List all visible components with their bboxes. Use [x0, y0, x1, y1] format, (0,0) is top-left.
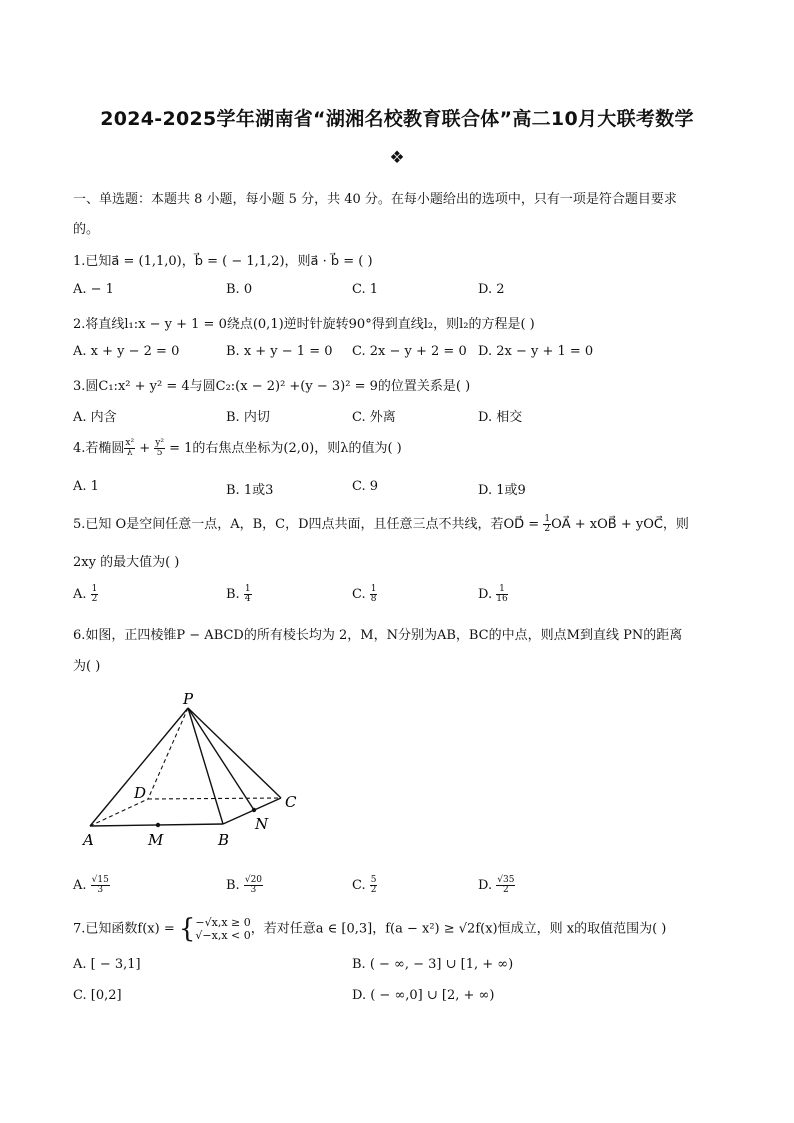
q5-b-frac	[244, 585, 252, 604]
q5-a-frac	[91, 585, 99, 604]
q7-case-1: −√x,x ≥ 0	[195, 916, 251, 929]
q4-option-b: B. 1或3	[226, 483, 274, 498]
q7-option-d: D. ( − ∞,0] ∪ [2, + ∞)	[352, 988, 495, 1003]
q5-b-num: 1	[244, 584, 251, 594]
question-5-stem-cont: 2xy 的最大值为( )	[73, 555, 180, 570]
q4-stem-start: 4.若椭圆	[73, 441, 125, 456]
q6-c-num: 5	[370, 875, 377, 885]
q6-b-label: B.	[226, 878, 244, 893]
point-M	[156, 823, 160, 827]
q4-fraction-y	[154, 439, 165, 458]
q7-option-a: A. [ − 3,1]	[73, 957, 141, 972]
q6-d-num: √35	[497, 875, 515, 885]
q5-a-num: 1	[91, 584, 98, 594]
q1-option-a: A. − 1	[73, 282, 114, 297]
q1-option-d: D. 2	[478, 282, 505, 297]
q4-frac2-num: y²	[155, 438, 164, 448]
q6-d-den: 2	[502, 885, 509, 895]
q5-option-a	[73, 585, 98, 604]
pyramid-figure	[78, 688, 308, 858]
q6-b-den: 3	[250, 885, 257, 895]
edge-PA	[90, 708, 188, 826]
q5-c-label: C.	[352, 587, 370, 602]
label-N: N	[255, 815, 269, 833]
q4-frac2-den: 5	[156, 448, 163, 458]
q2-option-c: C. 2x − y + 2 = 0	[352, 344, 467, 359]
q3-option-d: D. 相交	[478, 410, 523, 425]
q5-frac-num: 1	[544, 514, 551, 524]
q2-option-d: D. 2x − y + 1 = 0	[478, 344, 594, 359]
q1-option-b: B. 0	[226, 282, 253, 297]
q4-stem-end: = 1的右焦点坐标为(2,0)，则λ的值为( )	[164, 441, 402, 456]
q3-option-c: C. 外离	[352, 410, 396, 425]
q3-option-a: A. 内含	[73, 410, 117, 425]
q7-brace: {	[178, 914, 196, 944]
section-heading-cont: 的。	[73, 222, 100, 237]
q5-d-num: 1	[496, 585, 507, 595]
point-N	[252, 808, 256, 812]
q5-d-label: D.	[478, 587, 497, 602]
question-6-stem-cont: 为( )	[73, 659, 101, 674]
q7-stem-start: 7.已知函数f(x) =	[73, 921, 179, 937]
label-M: M	[148, 831, 164, 849]
edge-AD-hidden	[90, 799, 148, 826]
q5-a-label: A.	[73, 587, 91, 602]
question-4-stem	[73, 437, 402, 458]
q6-a-den: 3	[97, 885, 104, 895]
q5-c-frac	[370, 585, 378, 604]
q4-plus: +	[135, 441, 155, 456]
q5-c-num: 1	[370, 584, 377, 594]
label-C: C	[285, 793, 297, 811]
q6-option-b	[226, 876, 263, 895]
q6-option-d	[478, 876, 515, 895]
q5-fraction	[543, 515, 551, 534]
q4-frac1-num: x²	[125, 438, 135, 448]
q5-option-c	[352, 585, 377, 604]
edge-PD-hidden	[148, 708, 188, 799]
page-title: 2024-2025学年湖南省“湖湘名校教育联合体”高二10月大联考数学	[100, 108, 694, 130]
q6-d-label: D.	[478, 878, 497, 893]
q7-option-c: C. [0,2]	[73, 988, 122, 1003]
q7-stem-end: ，若对任意a ∈ [0,3]，f(a − x²) ≥ √2f(x)恒成立，则 x的取值范围为( )	[250, 921, 667, 937]
question-7-stem	[73, 916, 666, 942]
label-D: D	[134, 784, 147, 802]
q4-option-c: C. 9	[352, 479, 379, 494]
q5-a-den: 2	[91, 594, 98, 604]
section-heading: 一、单选题：本题共 8 小题，每小题 5 分，共 40 分。在每小题给出的选项中，只有一项是符合题目要求	[73, 192, 677, 207]
q3-option-b: B. 内切	[226, 410, 270, 425]
q6-a-num: √15	[91, 875, 109, 885]
q7-case-2: √−x,x < 0	[195, 929, 251, 942]
q6-d-frac	[496, 876, 515, 895]
q2-option-a: A. x + y − 2 = 0	[73, 344, 180, 359]
q6-option-a	[73, 876, 110, 895]
question-1-stem: 1.已知a⃗ = (1,1,0)，b⃗ = ( − 1,1,2)，则a⃗ · b⃗ = ( )	[73, 254, 373, 269]
q4-option-a: A. 1	[73, 479, 99, 494]
q4-fraction-x	[124, 439, 135, 458]
q5-c-den: 8	[370, 594, 377, 604]
segment-PN	[188, 708, 254, 810]
q6-a-frac	[91, 876, 110, 895]
q5-b-den: 4	[244, 594, 251, 604]
label-P: P	[183, 690, 194, 708]
label-A: A	[83, 831, 94, 849]
q5-stem-start: 5.已知 O是空间任意一点，A，B，C，D四点共面，且任意三点不共线，若OD⃗ =	[73, 517, 544, 532]
q7-cases	[195, 916, 250, 942]
q6-c-frac	[370, 876, 378, 895]
label-B: B	[218, 831, 230, 849]
q4-frac1-den: λ	[126, 448, 133, 458]
q6-option-c	[352, 876, 377, 895]
q6-a-label: A.	[73, 878, 91, 893]
question-5-stem	[73, 513, 689, 534]
q5-option-d	[478, 585, 508, 604]
q6-b-frac	[244, 876, 263, 895]
q5-option-b	[226, 585, 252, 604]
q5-stem-end: OA⃗ + xOB⃗ + yOC⃗，则	[551, 517, 689, 532]
q5-d-frac	[496, 585, 507, 604]
question-6-stem: 6.如图，正四棱锥P − ABCD的所有棱长均为 2，M，N分别为AB，BC的中点，则点M到直线 PN的距离	[73, 628, 683, 643]
q5-frac-den: 2	[544, 524, 551, 534]
q5-d-den: 16	[496, 594, 508, 604]
q2-option-b: B. x + y − 1 = 0	[226, 344, 333, 359]
q1-option-c: C. 1	[352, 282, 379, 297]
title-ornament: ❖	[389, 148, 405, 168]
question-2-stem: 2.将直线l₁:x − y + 1 = 0绕点(0,1)逆时针旋转90°得到直线l₂，则l₂的方程是( )	[73, 317, 535, 332]
q5-b-label: B.	[226, 587, 244, 602]
q7-option-b: B. ( − ∞, − 3] ∪ [1, + ∞)	[352, 957, 514, 972]
q4-option-d: D. 1或9	[478, 483, 526, 498]
q6-c-den: 2	[370, 885, 377, 895]
q6-c-label: C.	[352, 878, 370, 893]
question-3-stem: 3.圆C₁:x² + y² = 4与圆C₂:(x − 2)² +(y − 3)² = 9的位置关系是( )	[73, 379, 471, 394]
q6-b-num: √20	[244, 875, 263, 885]
edge-BC	[223, 798, 281, 824]
